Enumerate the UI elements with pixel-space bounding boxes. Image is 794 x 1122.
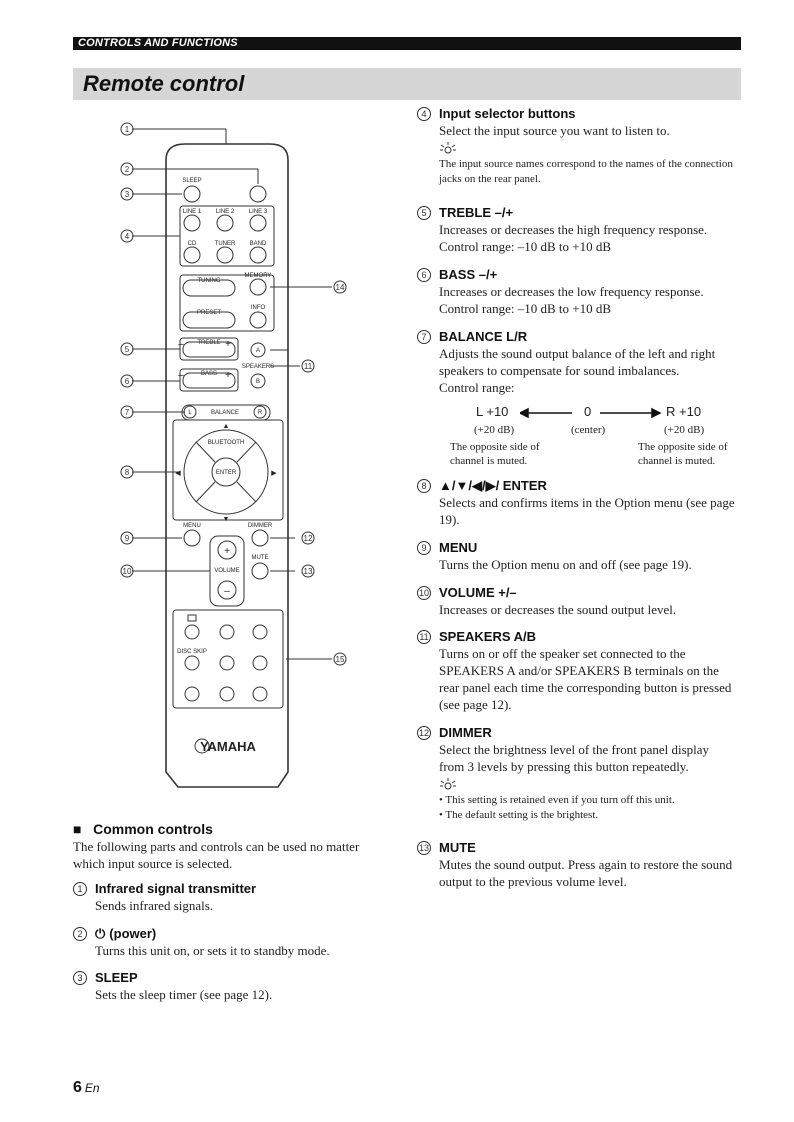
sleep-button <box>184 186 200 202</box>
svg-text:+: + <box>225 370 231 381</box>
dimmer-label: DIMMER <box>247 523 273 529</box>
item-11: 11 SPEAKERS A/B Turns on or off the speaker set connected to the SPEAKERS A and/or SPEAKERS B terminals on the rear panel each time the corresponding button is pressed (see page 12). <box>417 628 737 713</box>
svg-text:–: – <box>178 339 184 350</box>
power-icon: ⏻ <box>95 926 106 941</box>
svg-text:5: 5 <box>124 345 130 354</box>
speakers-label: SPEAKERS <box>241 364 275 370</box>
svg-text:▲: ▲ <box>222 423 230 430</box>
svg-text:–: – <box>178 370 184 381</box>
item-1: 1 Infrared signal transmitter Sends infrared signals. <box>73 880 393 914</box>
menu-label: MENU <box>183 523 201 529</box>
line3-label: LINE 3 <box>248 209 268 215</box>
svg-text:15: 15 <box>335 655 345 664</box>
balance-l-label: L <box>188 410 192 416</box>
item-9: 9 MENU Turns the Option menu on and off (see page 19). <box>417 539 737 573</box>
section-header: CONTROLS AND FUNCTIONS <box>78 37 238 49</box>
speakers-a-label: A <box>255 348 261 354</box>
svg-text:12: 12 <box>303 534 313 543</box>
item-2: 2 ⏻ (power) Turns this unit on, or sets it to standby mode. <box>73 925 393 959</box>
balance-diagram: L +10 0 R +10 (+20 dB) (center) (+20 dB) The opposite side of channel is muted. The opposite side of channel is muted. <box>450 404 728 467</box>
svg-text:3: 3 <box>124 190 130 199</box>
yamaha-logo: YAMAHA <box>200 739 256 754</box>
tuner-label: TUNER <box>214 241 236 247</box>
tuning-label: TUNING <box>197 278 221 284</box>
preset-label: PRESET <box>196 310 222 316</box>
band-label: BAND <box>249 241 267 247</box>
cd-label: CD <box>187 241 197 247</box>
svg-text:4: 4 <box>124 232 130 241</box>
svg-text:11: 11 <box>303 362 313 371</box>
item-5: 5 TREBLE –/+ Increases or decreases the high frequency response. Control range: –10 dB to +10 dB <box>417 204 737 255</box>
item-10: 10 VOLUME +/– Increases or decreases the sound output level. <box>418 585 677 617</box>
section-header-bar <box>73 37 741 50</box>
balance-label: BALANCE <box>210 410 240 416</box>
tip-icon <box>439 141 737 155</box>
item-6: 6 BASS –/+ Increases or decreases the low frequency response. Control range: –10 dB to +10 dB <box>417 266 737 317</box>
disc-skip-label: DISC SKIP <box>177 649 207 655</box>
item-12: 12 DIMMER Select the brightness level of the front panel display from 3 levels by pressing this button repeatedly. • This setting is retained even if you turn off this unit. • The default setting is the brightest. <box>417 724 737 823</box>
svg-text:1: 1 <box>124 125 130 134</box>
power-button <box>250 186 266 202</box>
svg-text:13: 13 <box>303 567 313 576</box>
svg-text:8: 8 <box>124 468 130 477</box>
item-3: 3 SLEEP Sets the sleep timer (see page 12). <box>73 969 393 1003</box>
remote-illustration <box>110 112 360 802</box>
svg-text:◀: ◀ <box>175 470 181 477</box>
sleep-label: SLEEP <box>182 178 202 184</box>
enter-label: ENTER <box>215 470 237 476</box>
item-7: 7 BALANCE L/R Adjusts the sound output balance of the left and right speakers to compensate for sound imbalances. Control range: <box>417 328 737 396</box>
bass-label: BASS <box>200 371 218 377</box>
page-title: Remote control <box>83 71 245 96</box>
svg-text:7: 7 <box>124 408 130 417</box>
svg-text:+: + <box>225 339 231 350</box>
svg-text:10: 10 <box>122 567 132 576</box>
svg-text:9: 9 <box>124 534 130 543</box>
item-8: 8 ▲/▼/◀/▶/ ENTER Selects and confirms items in the Option menu (see page 19). <box>417 477 737 528</box>
svg-text:▶: ▶ <box>271 470 277 477</box>
svg-text:–: – <box>224 586 230 597</box>
svg-text:+: + <box>224 546 230 557</box>
title-bar <box>73 68 741 100</box>
common-controls-intro: The following parts and controls can be used no matter which input source is selected. <box>73 839 360 871</box>
svg-text:▼: ▼ <box>222 516 230 523</box>
page-number: 6 En <box>73 1079 100 1096</box>
common-controls-heading: ■ Common controls <box>73 821 213 837</box>
info-label: INFO <box>250 305 266 311</box>
memory-label: MEMORY <box>244 273 272 279</box>
item-13: 13 MUTE Mutes the sound output. Press again to restore the sound output to the previous volume level. <box>418 840 733 889</box>
svg-text:2: 2 <box>124 165 130 174</box>
balance-r-label: R <box>257 410 263 416</box>
speakers-b-label: B <box>255 379 261 385</box>
tip-icon <box>439 777 737 791</box>
bluetooth-label: BLUETOOTH <box>207 440 245 446</box>
line1-label: LINE 1 <box>182 209 202 215</box>
item-4: 4 Input selector buttons Select the input source you want to listen to. The input source names correspond to the names of the connection jacks on the rear panel. <box>417 105 737 187</box>
svg-text:6: 6 <box>124 377 130 386</box>
treble-label: TREBLE <box>197 340 221 346</box>
common-controls-section <box>73 820 393 872</box>
line2-label: LINE 2 <box>215 209 235 215</box>
mute-label: MUTE <box>251 555 269 561</box>
volume-label: VOLUME <box>214 568 240 574</box>
svg-text:14: 14 <box>335 283 345 292</box>
